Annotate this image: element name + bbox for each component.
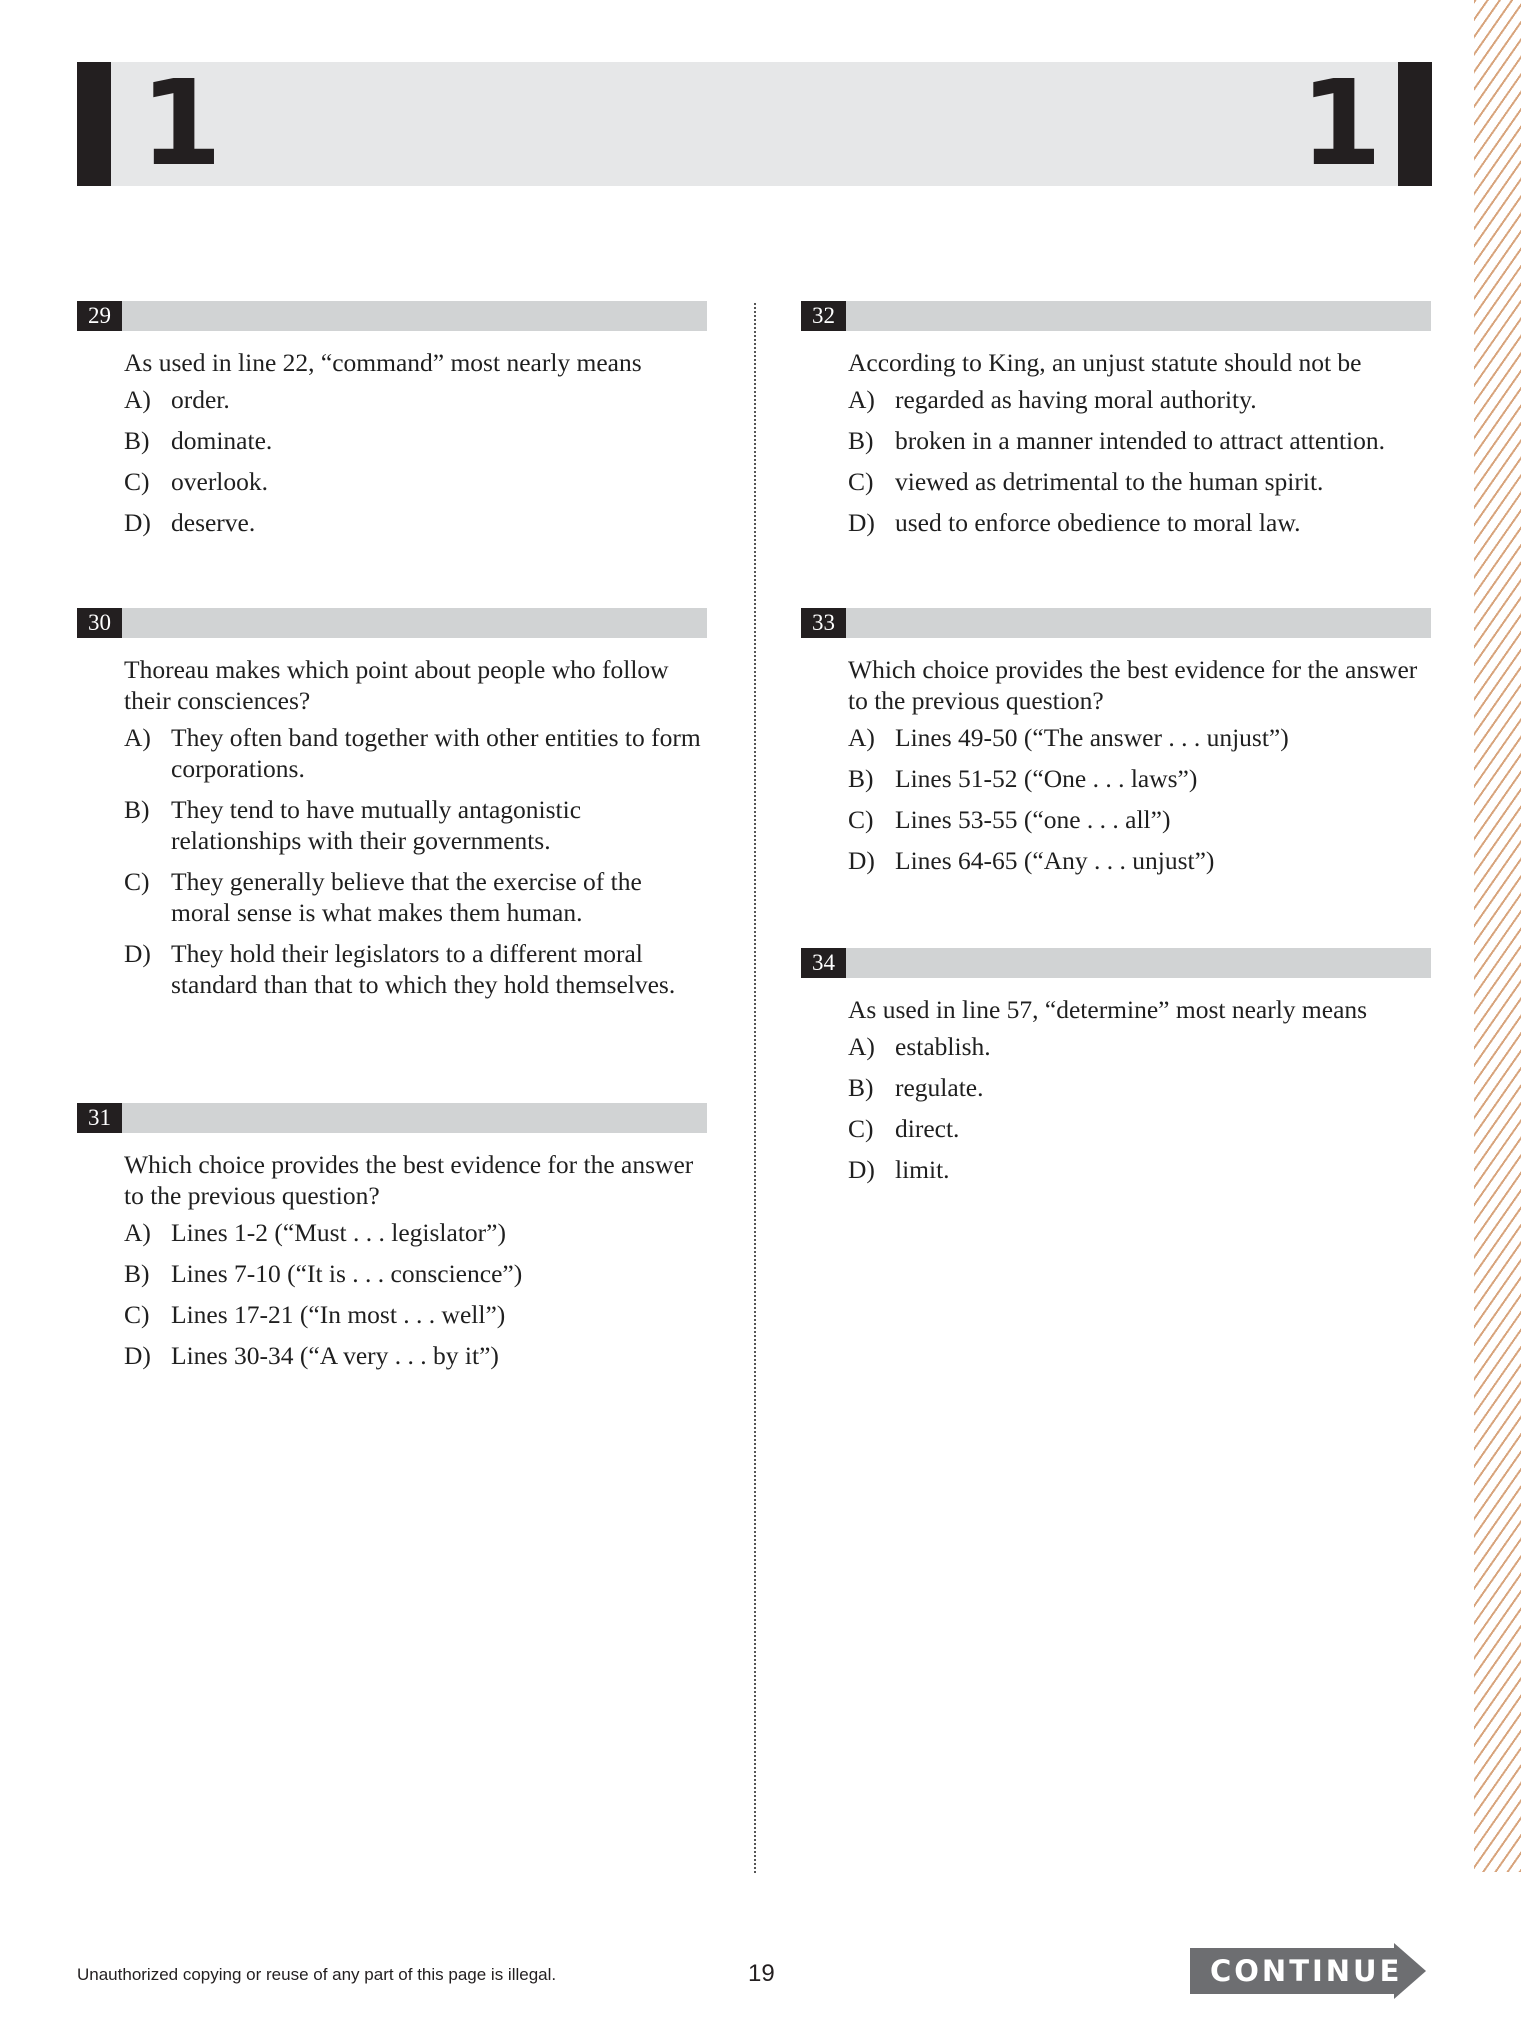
question-32 xyxy=(801,301,1431,548)
option-text: regulate. xyxy=(895,1073,984,1102)
question-number: 34 xyxy=(801,948,846,978)
question-stem: Which choice provides the best evidence for the answer to the previous question? xyxy=(848,655,1418,715)
option-letter: D) xyxy=(848,1155,875,1184)
answer-option-a[interactable] xyxy=(848,384,1431,415)
section-header-band xyxy=(77,62,1432,186)
option-text: They often band together with other entities to form corporations. xyxy=(171,723,701,783)
answer-option-b[interactable] xyxy=(124,794,707,856)
question-header-bar xyxy=(801,301,1431,331)
option-letter: D) xyxy=(124,1341,151,1370)
answer-option-b[interactable] xyxy=(124,425,707,456)
hatch-edge-strip xyxy=(1474,0,1521,1872)
option-letter: B) xyxy=(124,795,150,824)
question-header-bar xyxy=(801,608,1431,638)
option-text: establish. xyxy=(895,1032,991,1061)
question-header-bar xyxy=(77,301,707,331)
copyright-notice: Unauthorized copying or reuse of any part of this page is illegal. xyxy=(77,1965,557,1984)
answer-options xyxy=(124,1217,707,1371)
option-text: dominate. xyxy=(171,426,273,455)
option-text: broken in a manner intended to attract attention. xyxy=(895,426,1385,455)
option-letter: C) xyxy=(124,467,150,496)
answer-option-c[interactable] xyxy=(848,804,1431,835)
answer-options xyxy=(124,384,707,538)
option-text: Lines 1-2 (“Must . . . legislator”) xyxy=(171,1218,506,1247)
question-29 xyxy=(77,301,707,548)
answer-option-d[interactable] xyxy=(124,1340,707,1371)
option-letter: C) xyxy=(848,467,874,496)
option-text: Lines 49-50 (“The answer . . . unjust”) xyxy=(895,723,1289,752)
question-31 xyxy=(77,1103,707,1381)
option-letter: D) xyxy=(848,846,875,875)
question-stem: Thoreau makes which point about people who follow their consciences? xyxy=(124,655,669,715)
section-number-right: 1 xyxy=(1300,54,1383,192)
option-letter: A) xyxy=(848,385,875,414)
option-letter: C) xyxy=(848,805,874,834)
option-text: They tend to have mutually antagonistic relationships with their governments. xyxy=(171,795,582,855)
answer-option-d[interactable] xyxy=(124,507,707,538)
answer-option-b[interactable] xyxy=(848,425,1431,456)
answer-option-b[interactable] xyxy=(124,1258,707,1289)
question-stem: Which choice provides the best evidence for the answer to the previous question? xyxy=(124,1150,694,1210)
answer-option-d[interactable] xyxy=(848,845,1431,876)
question-34 xyxy=(801,948,1431,1195)
option-letter: D) xyxy=(124,508,151,537)
option-text: order. xyxy=(171,385,230,414)
option-text: Lines 64-65 (“Any . . . unjust”) xyxy=(895,846,1215,875)
option-letter: A) xyxy=(124,385,151,414)
answer-options xyxy=(124,722,707,1000)
question-stem: According to King, an unjust statute should not be xyxy=(848,348,1362,377)
question-header-bar xyxy=(77,608,707,638)
answer-option-a[interactable] xyxy=(848,722,1431,753)
option-letter: C) xyxy=(124,867,150,896)
option-letter: B) xyxy=(124,1259,150,1288)
option-letter: A) xyxy=(124,723,151,752)
question-stem: As used in line 57, “determine” most nearly means xyxy=(848,995,1368,1024)
answer-option-c[interactable] xyxy=(848,466,1431,497)
answer-option-b[interactable] xyxy=(848,763,1431,794)
answer-option-a[interactable] xyxy=(124,384,707,415)
answer-option-c[interactable] xyxy=(124,1299,707,1330)
question-33 xyxy=(801,608,1431,886)
page-number: 19 xyxy=(748,1960,775,1987)
option-text: Lines 30-34 (“A very . . . by it”) xyxy=(171,1341,499,1370)
question-header-bar xyxy=(801,948,1431,978)
option-text: limit. xyxy=(895,1155,950,1184)
section-number-left: 1 xyxy=(140,54,223,192)
option-letter: B) xyxy=(848,426,874,455)
option-letter: B) xyxy=(848,764,874,793)
option-text: Lines 7-10 (“It is . . . conscience”) xyxy=(171,1259,523,1288)
answer-option-c[interactable] xyxy=(124,866,707,928)
continue-label: CONTINUE xyxy=(1210,1954,1403,1988)
option-text: used to enforce obedience to moral law. xyxy=(895,508,1301,537)
question-header-bar xyxy=(77,1103,707,1133)
option-letter: A) xyxy=(124,1218,151,1247)
question-number: 29 xyxy=(77,301,122,331)
option-text: Lines 51-52 (“One . . . laws”) xyxy=(895,764,1198,793)
option-letter: A) xyxy=(848,723,875,752)
answer-option-a[interactable] xyxy=(124,722,707,784)
question-30 xyxy=(77,608,707,1010)
option-letter: A) xyxy=(848,1032,875,1061)
option-letter: C) xyxy=(848,1114,874,1143)
option-text: Lines 17-21 (“In most . . . well”) xyxy=(171,1300,506,1329)
answer-option-b[interactable] xyxy=(848,1072,1431,1103)
answer-options xyxy=(848,722,1431,876)
option-text: regarded as having moral authority. xyxy=(895,385,1257,414)
answer-options xyxy=(848,384,1431,538)
option-letter: D) xyxy=(848,508,875,537)
option-letter: B) xyxy=(848,1073,874,1102)
continue-button[interactable] xyxy=(1190,1943,1426,1999)
answer-option-d[interactable] xyxy=(848,507,1431,538)
option-text: direct. xyxy=(895,1114,960,1143)
answer-option-d[interactable] xyxy=(848,1154,1431,1185)
section-header-bar-left xyxy=(77,62,111,186)
question-number: 31 xyxy=(77,1103,122,1133)
question-stem: As used in line 22, “command” most nearly means xyxy=(124,348,642,377)
answer-option-c[interactable] xyxy=(124,466,707,497)
section-header-bar-right xyxy=(1398,62,1432,186)
option-text: overlook. xyxy=(171,467,269,496)
column-divider xyxy=(754,303,756,1873)
option-letter: B) xyxy=(124,426,150,455)
option-letter: D) xyxy=(124,939,151,968)
option-text: They generally believe that the exercise of the moral sense is what makes them human. xyxy=(171,867,642,927)
option-text: They hold their legislators to a different moral standard than that to which they hold themselves. xyxy=(171,939,676,999)
option-text: deserve. xyxy=(171,508,256,537)
answer-option-c[interactable] xyxy=(848,1113,1431,1144)
answer-options xyxy=(848,1031,1431,1185)
option-text: viewed as detrimental to the human spirit. xyxy=(895,467,1324,496)
question-number: 30 xyxy=(77,608,122,638)
option-letter: C) xyxy=(124,1300,150,1329)
answer-option-a[interactable] xyxy=(124,1217,707,1248)
question-number: 32 xyxy=(801,301,846,331)
option-text: Lines 53-55 (“one . . . all”) xyxy=(895,805,1171,834)
question-number: 33 xyxy=(801,608,846,638)
answer-option-d[interactable] xyxy=(124,938,707,1000)
answer-option-a[interactable] xyxy=(848,1031,1431,1062)
